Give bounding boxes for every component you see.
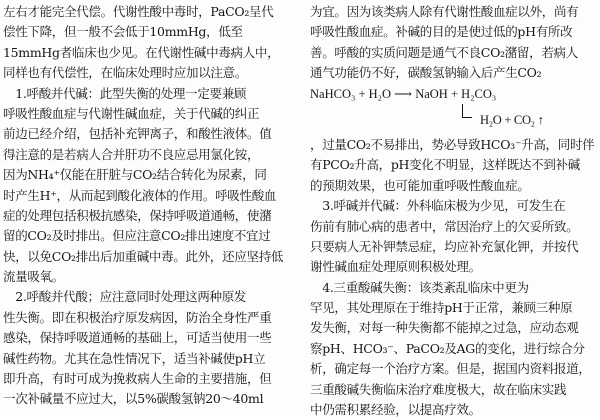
- reaction-product: [480, 110, 544, 130]
- text-line: 前边已经介绍，包括补充钾离子，和酸性液体。值: [3, 126, 272, 142]
- right-text-column: [310, 2, 597, 420]
- text-line: 善。呼酸的实质问题是通气不良CO₂潴留，若病人: [310, 44, 578, 60]
- text-line: 偿性下降，但一般不会低于10mmHg，低至: [3, 24, 243, 40]
- text-line: 析，确定每一个治疗方案。但是，据国内资料报道，: [310, 361, 591, 377]
- branch-horizontal-line: [462, 117, 472, 118]
- text-line: 快，以免CO₂排出后加重碱中毒。此外，还应坚持低: [3, 248, 284, 264]
- text-line: 伤前有肺心病的患者中，常因治疗上的欠妥所致。: [310, 218, 579, 234]
- text-line: 即升高，有时可成为挽救病人生命的主要措施，但: [3, 371, 272, 387]
- text-line: 通气功能仍不好，碳酸氢钠输入后产生CO₂: [310, 65, 542, 81]
- text-line: 呼吸性酸血症。补碱的目的是使过低的pH有所改: [310, 24, 573, 40]
- text-line: 流量吸氧。: [3, 269, 65, 285]
- up-arrow-icon: ↑: [537, 112, 544, 127]
- text-line: 得注意的是若病人合并肝功不良应忌用氯化铵，: [3, 146, 260, 162]
- text-line: 碱性药物。尤其在急性情况下，适当补碱使pH立: [3, 350, 266, 366]
- text-line: 时产生H⁺，从而起到酸化液体的作用。呼吸性酸血: [3, 187, 277, 203]
- chemical-equation: NaHCO₃ + H₂O ⟶ NaOH + H₂CO₃: [310, 86, 497, 101]
- text-line: 感染，保持呼吸道通畅的基础上，可适当使用一些: [3, 330, 272, 346]
- text-line: 一次补碱量不应过大，以5%碳酸氢钠20～40ml: [3, 391, 264, 407]
- text-line: 罕见，其处理原在于维持pH于正常，兼顾三种原: [310, 300, 573, 316]
- text-line: 有PCO₂升高，pH变化不明显，这样既达不到补碱: [310, 157, 580, 173]
- text-line: 症的处理包括积极抗感染，保持呼吸道通畅，使潴: [3, 207, 272, 223]
- product-formula: H₂O + CO₂: [480, 112, 535, 127]
- section-heading-line: 2.呼酸并代酸；应注意同时处理这两种原发: [3, 289, 247, 305]
- text-line: 只要病人无补钾禁忌症，均应补充氯化钾，并按代: [310, 238, 579, 254]
- left-text-column: [3, 2, 295, 410]
- text-line: 中仍需积累经验，以提高疗效。: [310, 402, 481, 418]
- text-line: 留的CO₂及时排出。但应注意CO₂排出速度不宜过: [3, 228, 271, 244]
- text-line: 性失衡。即在积极治疗原发病因，防治全身性严重: [3, 309, 272, 325]
- text-line: 15mmHg者临床也少见。在代谢性碱中毒病人中，: [3, 44, 280, 60]
- text-line: 的预期效果，也可能加重呼吸性酸血症。: [310, 177, 530, 193]
- text-line: 因为NH₄⁺仅能在肝脏与CO₂结合转化为尿素，同: [3, 167, 267, 183]
- text-line: 为宜。因为该类病人除有代谢性酸血症以外，尚有: [310, 4, 579, 19]
- text-line: ，过量CO₂不易排出，势必导致HCO₃⁻升高，同时伴: [310, 136, 595, 152]
- text-line: 呼吸性酸血症与代谢性碱血症，关于代碱的纠正: [3, 105, 260, 121]
- section-heading-line: 1.呼酸并代碱：此型失衡的处理一定要兼顾: [3, 85, 247, 101]
- section-heading-line: 4.三重酸碱失衡：该类紊乱临床中更为: [310, 279, 529, 295]
- reaction-branch: [310, 104, 597, 135]
- text-line: 察pH、HCO₃⁻、PaCO₂及AG的变化，进行综合分: [310, 340, 585, 356]
- text-line: 同样也有代偿性，在临床处理时应加以注意。: [3, 65, 248, 81]
- text-line: 发失衡，对每一种失衡都不能掉之过急，应动态观: [310, 320, 579, 336]
- text-line: 谢性碱血症处理原则积极处理。: [310, 259, 481, 275]
- branch-vertical-line: [462, 104, 463, 118]
- section-heading-line: 3.呼碱并代碱：外科临床极为少见，可发生在: [310, 198, 566, 214]
- text-line: 三重酸碱失衡临床治疗难度极大，故在临床实践: [310, 381, 567, 397]
- text-line: 左右才能完全代偿。代谢性酸中毒时，PaCO₂呈代: [3, 4, 274, 19]
